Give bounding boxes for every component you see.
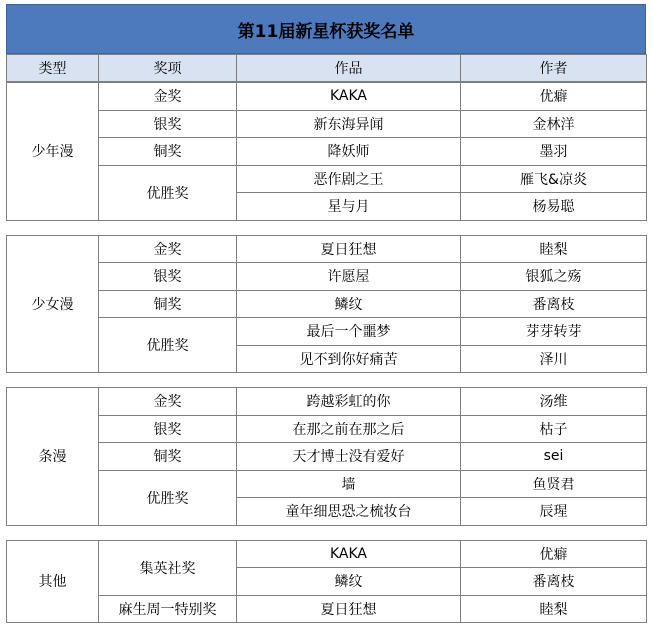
author-cell: 优癖 — [461, 83, 647, 111]
table-row — [7, 235, 647, 263]
award-cell: 铜奖 — [99, 138, 237, 166]
work-cell: 星与月 — [237, 193, 461, 221]
author-cell: 金林洋 — [461, 110, 647, 138]
work-cell: 童年细思恐之梳妆台 — [237, 498, 461, 526]
section-table-other — [6, 540, 647, 624]
award-cell: 麻生周一特别奖 — [99, 595, 237, 623]
award-cell: 铜奖 — [99, 290, 237, 318]
work-cell: 夏日狂想 — [237, 595, 461, 623]
author-cell: 枯子 — [461, 415, 647, 443]
table-row — [7, 318, 647, 346]
category-cell: 少女漫 — [7, 235, 99, 373]
award-cell: 银奖 — [99, 263, 237, 291]
work-cell: KAKA — [237, 83, 461, 111]
author-cell: 银狐之殇 — [461, 263, 647, 291]
author-cell: 睦梨 — [461, 235, 647, 263]
table-row — [7, 138, 647, 166]
table-row — [7, 470, 647, 498]
work-cell: 许愿屋 — [237, 263, 461, 291]
work-cell: 恶作剧之王 — [237, 165, 461, 193]
author-cell: 泽川 — [461, 345, 647, 373]
award-cell: 银奖 — [99, 110, 237, 138]
work-cell: KAKA — [237, 540, 461, 568]
award-cell: 优胜奖 — [99, 165, 237, 220]
author-cell: 番离枝 — [461, 290, 647, 318]
award-sheet — [6, 4, 646, 623]
table-row — [7, 165, 647, 193]
category-cell: 少年漫 — [7, 83, 99, 221]
sheet-title: 第11届新星杯获奖名单 — [6, 4, 646, 54]
header-row — [7, 55, 647, 82]
award-cell: 铜奖 — [99, 443, 237, 471]
author-cell: 雁飞&凉炎 — [461, 165, 647, 193]
category-cell: 其他 — [7, 540, 99, 623]
work-cell: 降妖师 — [237, 138, 461, 166]
work-cell: 墙 — [237, 470, 461, 498]
section-gap — [6, 526, 646, 540]
author-cell: sei — [461, 443, 647, 471]
author-cell: 汤维 — [461, 388, 647, 416]
work-cell: 最后一个噩梦 — [237, 318, 461, 346]
header-work: 作品 — [237, 55, 461, 82]
section-table-shonen — [6, 82, 647, 221]
author-cell: 杨易聪 — [461, 193, 647, 221]
award-cell: 金奖 — [99, 83, 237, 111]
author-cell: 辰瑆 — [461, 498, 647, 526]
work-cell: 夏日狂想 — [237, 235, 461, 263]
work-cell: 跨越彩虹的你 — [237, 388, 461, 416]
section-gap — [6, 373, 646, 387]
header-award: 奖项 — [99, 55, 237, 82]
work-cell: 天才博士没有爱好 — [237, 443, 461, 471]
table-row — [7, 443, 647, 471]
header-table — [6, 54, 647, 82]
award-cell: 集英社奖 — [99, 540, 237, 595]
section-gap — [6, 221, 646, 235]
author-cell: 鱼贤君 — [461, 470, 647, 498]
award-cell: 银奖 — [99, 415, 237, 443]
author-cell: 番离枝 — [461, 568, 647, 596]
award-cell: 优胜奖 — [99, 470, 237, 525]
author-cell: 芽芽转芽 — [461, 318, 647, 346]
table-row — [7, 83, 647, 111]
award-cell: 金奖 — [99, 388, 237, 416]
table-row — [7, 263, 647, 291]
work-cell: 在那之前在那之后 — [237, 415, 461, 443]
table-row — [7, 595, 647, 623]
header-author: 作者 — [461, 55, 647, 82]
work-cell: 见不到你好痛苦 — [237, 345, 461, 373]
work-cell: 新东海异闻 — [237, 110, 461, 138]
header-type: 类型 — [7, 55, 99, 82]
work-cell: 鳞纹 — [237, 568, 461, 596]
section-table-shoujo — [6, 235, 647, 374]
work-cell: 鳞纹 — [237, 290, 461, 318]
author-cell: 墨羽 — [461, 138, 647, 166]
table-row — [7, 388, 647, 416]
table-row — [7, 290, 647, 318]
table-row — [7, 540, 647, 568]
category-cell: 条漫 — [7, 388, 99, 526]
award-cell: 优胜奖 — [99, 318, 237, 373]
author-cell: 优癖 — [461, 540, 647, 568]
table-row — [7, 110, 647, 138]
table-row — [7, 415, 647, 443]
author-cell: 睦梨 — [461, 595, 647, 623]
section-table-webtoon — [6, 387, 647, 526]
award-cell: 金奖 — [99, 235, 237, 263]
